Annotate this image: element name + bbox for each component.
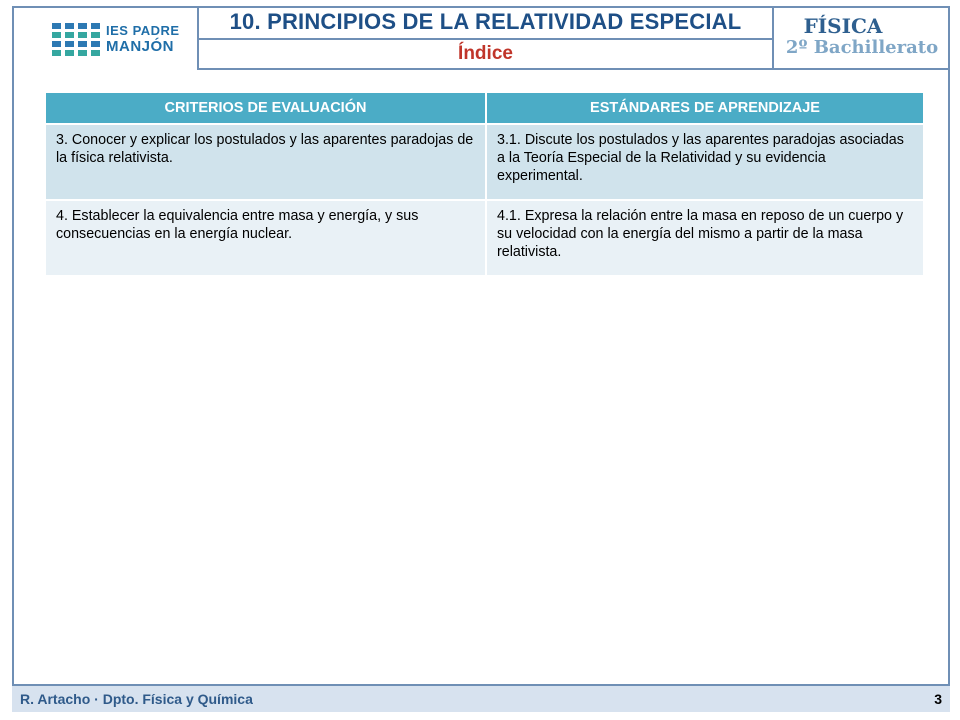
page-subtitle: Índice <box>458 43 513 64</box>
criteria-table <box>44 91 925 277</box>
footer-bar <box>12 684 950 712</box>
table-header-row <box>45 92 924 124</box>
course-badge <box>774 6 950 70</box>
course-level: 2º Bachillerato <box>785 37 939 58</box>
course-subject: FÍSICA <box>803 14 883 38</box>
page-title: 10. PRINCIPIOS DE LA RELATIVIDAD ESPECIAL <box>229 9 742 34</box>
page-number: 3 <box>934 691 942 707</box>
footer-author: R. Artacho · Dpto. Física y Química <box>20 691 253 707</box>
title-box <box>197 6 774 40</box>
subtitle-box <box>197 40 774 70</box>
school-logo <box>14 8 196 70</box>
logo-grid-icon <box>52 23 100 56</box>
header-estandares: ESTÁNDARES DE APRENDIZAJE <box>486 92 924 124</box>
table-row <box>45 124 924 200</box>
table-cell: 4.1. Expresa la relación entre la masa en reposo de un cuerpo y su velocidad con la energía del mismo a partir de la masa relativista. <box>486 200 924 276</box>
logo-line2: MANJÓN <box>106 38 175 55</box>
table-cell: 3.1. Discute los postulados y las aparentes paradojas asociadas a la Teoría Especial de la Relatividad y su evidencia experimental. <box>486 124 924 200</box>
table-cell: 3. Conocer y explicar los postulados y las aparentes paradojas de la física relativista. <box>45 124 486 200</box>
table-row <box>45 200 924 276</box>
logo-line1: IES PADRE <box>106 23 180 38</box>
table-cell: 4. Establecer la equivalencia entre masa y energía, y sus consecuencias en la energía nuclear. <box>45 200 486 276</box>
header-criterios: CRITERIOS DE EVALUACIÓN <box>45 92 486 124</box>
